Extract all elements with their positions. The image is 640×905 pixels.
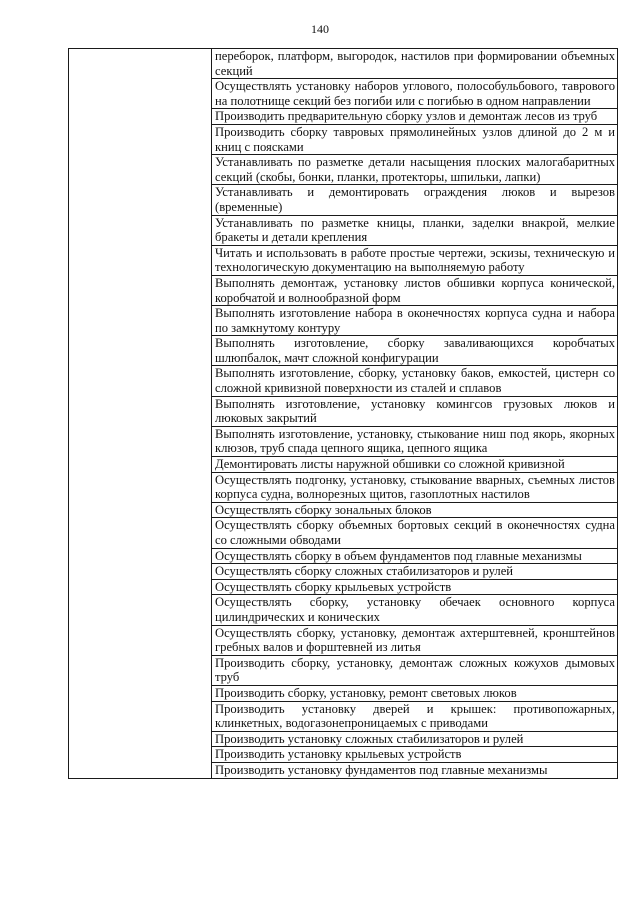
activity-cell: Производить установку фундаментов под главные механизмы <box>212 762 618 778</box>
activity-cell: Осуществлять сборку объемных бортовых секций в оконечностях судна со сложными обводами <box>212 518 618 548</box>
activity-cell: Производить предварительную сборку узлов и демонтаж лесов из труб <box>212 109 618 125</box>
activity-cell: Осуществлять сборку в объем фундаментов под главные механизмы <box>212 548 618 564</box>
table-row <box>69 49 618 79</box>
activity-cell: Осуществлять сборку зональных блоков <box>212 502 618 518</box>
activity-cell: Устанавливать по разметке детали насыщения плоских малогабаритных секций (скобы, бонки, планки, протекторы, шпильки, лапки) <box>212 155 618 185</box>
activity-cell: Производить установку крыльевых устройств <box>212 747 618 763</box>
activity-cell: Демонтировать листы наружной обшивки со сложной кривизной <box>212 457 618 473</box>
activity-cell: Осуществлять сборку, установку, демонтаж ахтерштевней, кронштейнов гребных валов и форштевней из литья <box>212 625 618 655</box>
activities-table-body <box>69 49 618 779</box>
activity-cell: Осуществлять установку наборов углового, полособульбового, таврового на полотнище секций без погиби или с погибью в одном направлении <box>212 79 618 109</box>
activity-cell: Читать и использовать в работе простые чертежи, эскизы, техническую и технологическую документацию на выполняемую работу <box>212 245 618 275</box>
activity-cell: Выполнять изготовление, сборку, установку баков, емкостей, цистерн со сложной кривизной поверхности из сталей и сплавов <box>212 366 618 396</box>
activity-cell: Осуществлять сборку сложных стабилизаторов и рулей <box>212 564 618 580</box>
activities-table <box>68 48 618 779</box>
activity-cell: Производить установку дверей и крышек: противопожарных, клинкетных, водогазонепроницаемых с приводами <box>212 701 618 731</box>
activity-cell: Производить сборку, установку, ремонт световых люков <box>212 685 618 701</box>
activity-cell: Устанавливать и демонтировать ограждения люков и вырезов (временные) <box>212 185 618 215</box>
activity-cell: Выполнять изготовление набора в оконечностях корпуса судна и набора по замкнутому контуру <box>212 306 618 336</box>
activity-cell: Производить сборку тавровых прямолинейных узлов длиной до 2 м и книц с поясками <box>212 124 618 154</box>
activity-cell: Выполнять изготовление, установку комингсов грузовых люков и люковых закрытий <box>212 396 618 426</box>
activity-cell: Выполнять изготовление, сборку заваливающихся коробчатых шлюпбалок, мачт сложной конфигурации <box>212 336 618 366</box>
activity-cell: Осуществлять сборку, установку обечаек основного корпуса цилиндрических и конических <box>212 595 618 625</box>
activity-cell: Осуществлять подгонку, установку, стыкование вварных, съемных листов корпуса судна, волнорезных щитов, газоплотных настилов <box>212 472 618 502</box>
activity-cell: переборок, платформ, выгородок, настилов при формировании объемных секций <box>212 49 618 79</box>
page-number: 140 <box>311 22 329 36</box>
activity-cell: Выполнять демонтаж, установку листов обшивки корпуса конической, коробчатой и волнообразной форм <box>212 275 618 305</box>
activity-cell: Производить сборку, установку, демонтаж сложных кожухов дымовых труб <box>212 655 618 685</box>
left-column-cell <box>69 49 212 779</box>
activity-cell: Осуществлять сборку крыльевых устройств <box>212 579 618 595</box>
activity-cell: Производить установку сложных стабилизаторов и рулей <box>212 731 618 747</box>
activity-cell: Устанавливать по разметке кницы, планки, заделки внакрой, мелкие бракеты и детали крепления <box>212 215 618 245</box>
activity-cell: Выполнять изготовление, установку, стыкование ниш под якорь, якорных клюзов, труб спада цепного ящика, цепного ящика <box>212 426 618 456</box>
